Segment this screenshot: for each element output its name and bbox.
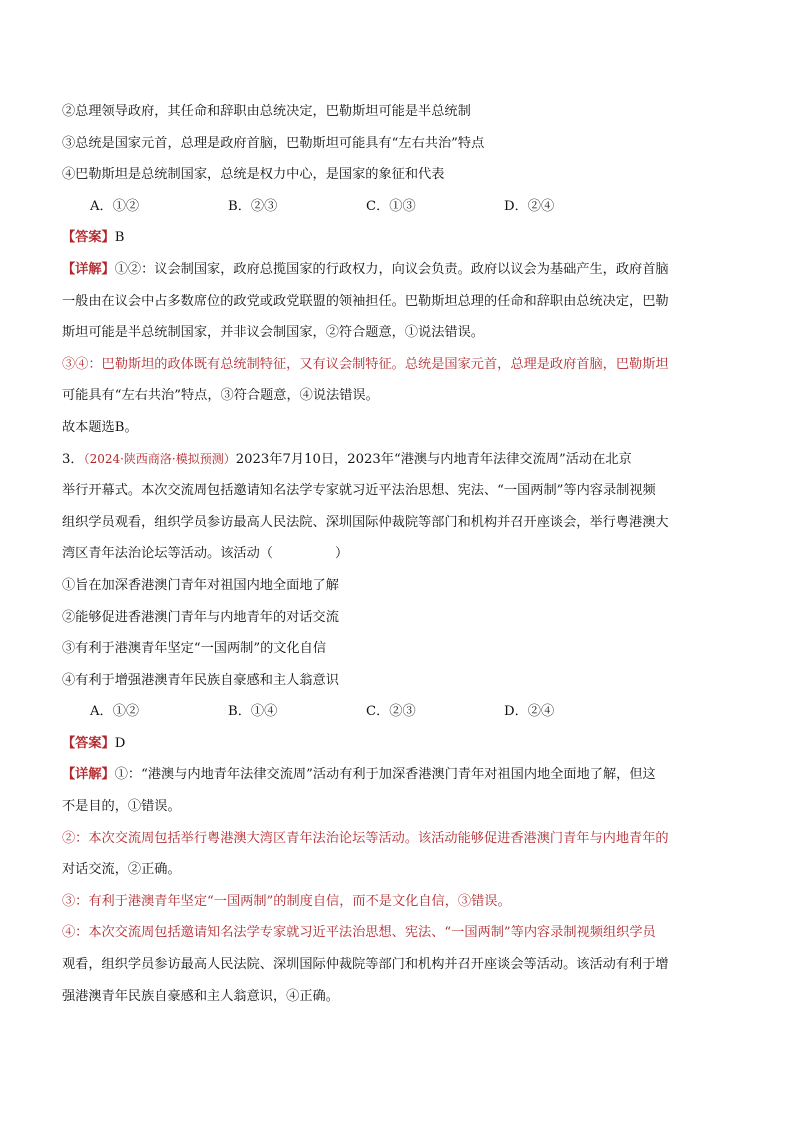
q3-stem-line-1 [62,444,732,476]
q3-statement-3: ③有利于港澳青年坚定“一国两制”的文化自信 [62,641,327,657]
q3-stem-end: ） [335,546,349,562]
q3-detail-label: 【详解】 [62,767,115,783]
q3-detail-2-line-1: ②：本次交流周包括举行粤港澳大湾区青年法治论坛等活动。该活动能够促进香港澳门青年与内地青年的 [62,830,669,846]
q3-option-d: D．②④ [504,704,555,720]
q3-detail-text-1: ①：“港澳与内地青年法律交流周”活动有利于加深香港澳门青年对祖国内地全面地了解，但这 [114,767,656,783]
q2-statement-4: ④巴勒斯坦是总统制国家，总统是权力中心，是国家的象征和代表 [62,167,445,183]
q3-stem-text-1: 2023年7月10日，2023年“港澳与内地青年法律交流周”活动在北京 [235,451,632,467]
q3-option-c: C．②③ [366,704,416,720]
q2-detail-text-1: ①②：议会制国家，政府总揽国家的行政权力，向议会负责。政府以议会为基础产生，政府首脑 [114,261,669,277]
q3-source: （2024·陕西商洛·模拟预测） [83,451,236,466]
q3-stem-text-4: 湾区青年法治论坛等活动。该活动（ [62,546,273,562]
q3-stem-line-2: 举行开幕式。本次交流周包括邀请知名法学专家就习近平法治思想、宪法、“一国两制”等内容录制视频 [62,483,656,499]
q3-statement-4: ④有利于增强港澳青年民族自豪感和主人翁意识 [62,672,339,688]
q3-answer [62,728,732,760]
q3-answer-label: 【答案】 [62,735,115,751]
q3-detail-2-line-2: 对话交流，②正确。 [62,862,181,878]
document-page [62,96,732,1012]
q2-statement-3: ③总统是国家元首，总理是政府首脑，巴勒斯坦可能具有“左右共治”特点 [62,135,485,151]
q2-detail-line-1 [62,254,732,286]
q2-option-b: B．②③ [228,198,278,214]
q2-statement-2: ②总理领导政府，其任命和辞职由总统决定，巴勒斯坦可能是半总统制 [62,104,471,119]
q3-detail-1-line-1 [62,759,732,791]
q2-option-a: A．①② [90,198,140,214]
q3-number: 3． [62,451,84,467]
q2-detail2-line-1: ③④：巴勒斯坦的政体既有总统制特征，又有议会制特征。总统是国家元首，总理是政府首脑，巴勒斯坦 [62,356,669,372]
q3-option-a: A．①② [90,704,140,720]
q2-answer-label: 【答案】 [62,230,115,246]
q3-detail-4-line-1: ④：本次交流周包括邀请知名法学专家就习近平法治思想、宪法、“一国两制”等内容录制视频组织学员 [62,925,656,941]
q2-options [62,191,732,223]
q2-option-d: D．②④ [504,198,555,214]
q2-detail-label: 【详解】 [62,261,115,277]
q3-answer-value: D [114,735,126,751]
q2-detail-line-3: 斯坦可能是半总统制国家，并非议会制国家，②符合题意，①说法错误。 [62,325,484,341]
q3-options [62,696,732,728]
q3-statement-1: ①旨在加深香港澳门青年对祖国内地全面地了解 [62,577,339,593]
q2-conclusion: 故本题选B。 [62,419,138,435]
q3-statement-2: ②能够促进香港澳门青年与内地青年的对话交流 [62,609,339,625]
q2-answer [62,222,732,254]
q2-answer-value: B [114,230,125,246]
q3-stem-line-4 [62,538,732,570]
q3-detail-1-line-2: 不是目的，①错误。 [62,799,181,815]
q3-detail-3-line-1: ③：有利于港澳青年坚定“一国两制”的制度自信，而不是文化自信，③错误。 [62,893,511,909]
q3-detail-4-line-2: 观看，组织学员参访最高人民法院、深圳国际仲裁院等部门和机构并召开座谈会等活动。该活动有利于增 [62,957,669,973]
q3-detail-4-line-3: 强港澳青年民族自豪感和主人翁意识，④正确。 [62,988,339,1004]
q2-option-c: C．①③ [366,198,416,214]
q2-detail2-line-2: 可能具有“左右共治”特点，③符合题意，④说法错误。 [62,388,379,404]
q2-detail-line-2: 一般由在议会中占多数席位的政党或政党联盟的领袖担任。巴勒斯坦总理的任命和辞职由总统决定，巴勒 [62,293,669,309]
q3-option-b: B．①④ [228,704,278,720]
q3-stem-line-3: 组织学员观看，组织学员参访最高人民法院、深圳国际仲裁院等部门和机构并召开座谈会，举行粤港澳大 [62,514,669,530]
